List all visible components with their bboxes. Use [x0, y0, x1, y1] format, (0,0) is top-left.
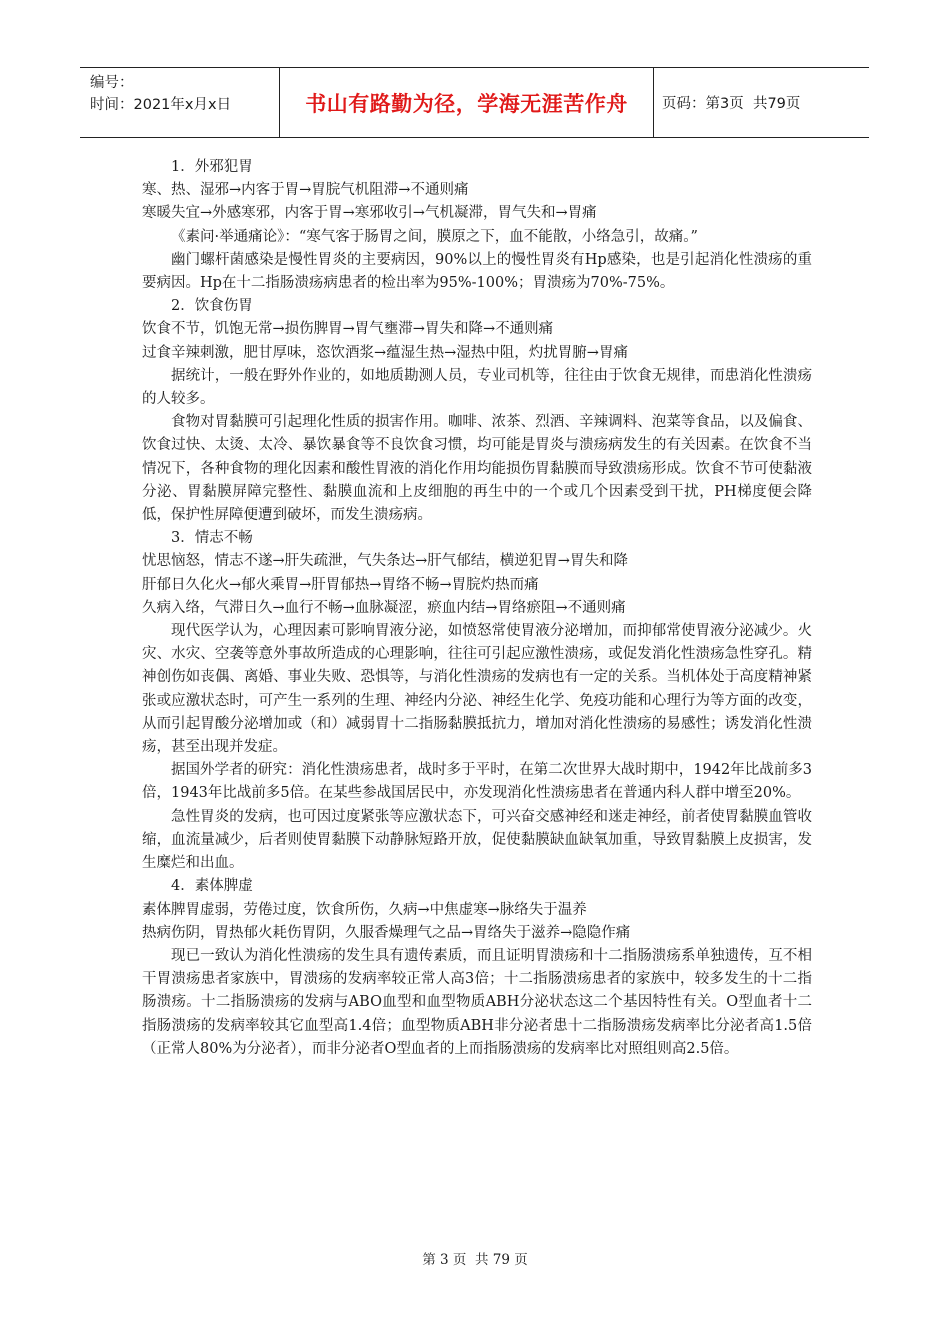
- pathogenesis-flow: 肝郁日久化火→郁火乘胃→肝胃郁热→胃络不畅→胃脘灼热而痛: [142, 576, 539, 593]
- pathogenesis-flow: 饮食不节，饥饱无常→损伤脾胃→胃气壅滞→胃失和降→不通则痛: [142, 321, 554, 338]
- section-heading: 3．情志不畅: [171, 530, 253, 547]
- section-heading: 2．饮食伤胃: [171, 298, 253, 315]
- body-paragraph: 现已一致认为消化性溃疡的发生具有遗传素质，而且证明胃溃疡和十二指肠溃疡系单独遗传，互不相干胃溃疡患者家族中，胃溃疡的发病率较正常人高3倍；十二指肠溃疡患者的家族中，较多发生的十二指肠溃疡。十二指肠溃疡的发病与ABO血型和血型物质ABH分泌状态这二个基因特性有关。O型血者十二指肠溃疡的发病率较其它血型高1.4倍；血型物质ABH非分泌者患十二指肠溃疡发病率比分泌者高1.5倍（正常人80%为分泌者），而非分泌者O型血者的上而指肠溃疡的发病率比对照组则高2.5倍。: [142, 947, 812, 1057]
- pathogenesis-flow: 热病伤阴，胃热郁火耗伤胃阴，久服香燥理气之品→胃络失于滋养→隐隐作痛: [142, 924, 631, 941]
- pathogenesis-flow: 素体脾胃虚弱，劳倦过度，饮食所伤，久病→中焦虚寒→脉络失于温养: [142, 901, 587, 918]
- body-paragraph: 据国外学者的研究：消化性溃疡患者，战时多于平时，在第二次世界大战时期中，1942年比战前多3倍，1943年比战前多5倍。在某些参战国居民中，亦发现消化性溃疡患者在普通内科人群中增至20%。: [142, 762, 812, 802]
- pathogenesis-flow: 忧思恼怒，情志不遂→肝失疏泄，气失条达→肝气郁结，横逆犯胃→胃失和降: [142, 553, 628, 570]
- pathogenesis-flow: 寒暖失宜→外感寒邪，内客于胃→寒邪收引→气机凝滞，胃气失和→胃痛: [142, 205, 597, 222]
- header-page-info: 页码：第3页 共79页: [662, 96, 801, 112]
- header-page-cell: [654, 68, 869, 137]
- document-body: [142, 156, 812, 1061]
- pathogenesis-flow: 久病入络，气滞日久→血行不畅→血脉凝涩，瘀血内结→胃络瘀阻→不通则痛: [142, 599, 626, 616]
- page-footer: 第 3 页 共 79 页: [422, 1252, 528, 1268]
- header-meta: [80, 68, 280, 137]
- section-heading: 4．素体脾虚: [171, 878, 253, 895]
- pathogenesis-flow: 过食辛辣刺激，肥甘厚味，恣饮酒浆→蕴湿生热→湿热中阻，灼扰胃腑→胃痛: [142, 344, 628, 361]
- document-number: 编号：: [90, 75, 134, 91]
- body-paragraph: 现代医学认为，心理因素可影响胃液分泌，如愤怒常使胃液分泌增加，而抑郁常使胃液分泌减少。火灾、水灾、空袭等意外事故所造成的心理影响，往往可引起应激性溃疡，或促发消化性溃疡急性穿孔。精神创伤如丧偶、离婚、事业失败、恐惧等，与消化性溃疡的发病也有一定的关系。当机体处于高度精神紧张或应激状态时，可产生一系列的生理、神经内分泌、神经生化学、免疫功能和心理行为等方面的改变，从而引起胃酸分泌增加或（和）减弱胃十二指肠黏膜抵抗力，增加对消化性溃疡的易感性；诱发消化性溃疡，甚至出现并发症。: [142, 623, 812, 756]
- motto-text: 书山有路勤为径，学海无涯苦作舟: [305, 91, 628, 116]
- header-motto-cell: [280, 68, 654, 137]
- body-paragraph: 急性胃炎的发病，也可因过度紧张等应激状态下，可兴奋交感神经和迷走神经，前者使胃黏膜血管收缩，血流量减少，后者则使胃黏膜下动静脉短路开放，促使黏膜缺血缺氧加重，导致胃黏膜上皮损害，发生糜烂和出血。: [142, 808, 812, 872]
- body-paragraph: 幽门螺杆菌感染是慢性胃炎的主要病因，90%以上的慢性胃炎有Hp感染，也是引起消化性溃疡的重要病因。Hp在十二指肠溃疡病患者的检出率为95%-100%；胃溃疡为70%-75%。: [142, 251, 812, 292]
- body-paragraph: 《素问·举通痛论》：“寒气客于肠胃之间，膜原之下，血不能散，小络急引，故痛。”: [171, 228, 698, 245]
- page-header: [80, 67, 869, 138]
- document-date: 时间：2021年x月x日: [90, 97, 232, 113]
- section-heading: 1．外邪犯胃: [171, 159, 253, 175]
- body-paragraph: 食物对胃黏膜可引起理化性质的损害作用。咖啡、浓茶、烈酒、辛辣调料、泡菜等食品，以及偏食、饮食过快、太烫、太冷、暴饮暴食等不良饮食习惯，均可能是胃炎与溃疡病发生的有关因素。在饮食不当情况下，各种食物的理化因素和酸性胃液的消化作用均能损伤胃黏膜而导致溃疡形成。饮食不节可使黏液分泌、胃黏膜屏障完整性、黏膜血流和上皮细胞的再生中的一个或几个因素受到干扰，PH梯度便会降低，保护性屏障便遭到破坏，而发生溃疡病。: [142, 414, 812, 524]
- body-paragraph: 据统计，一般在野外作业的，如地质勘测人员，专业司机等，往往由于饮食无规律，而患消化性溃疡的人较多。: [142, 367, 812, 408]
- pathogenesis-flow: 寒、热、湿邪→内客于胃→胃脘气机阻滞→不通则痛: [142, 182, 469, 199]
